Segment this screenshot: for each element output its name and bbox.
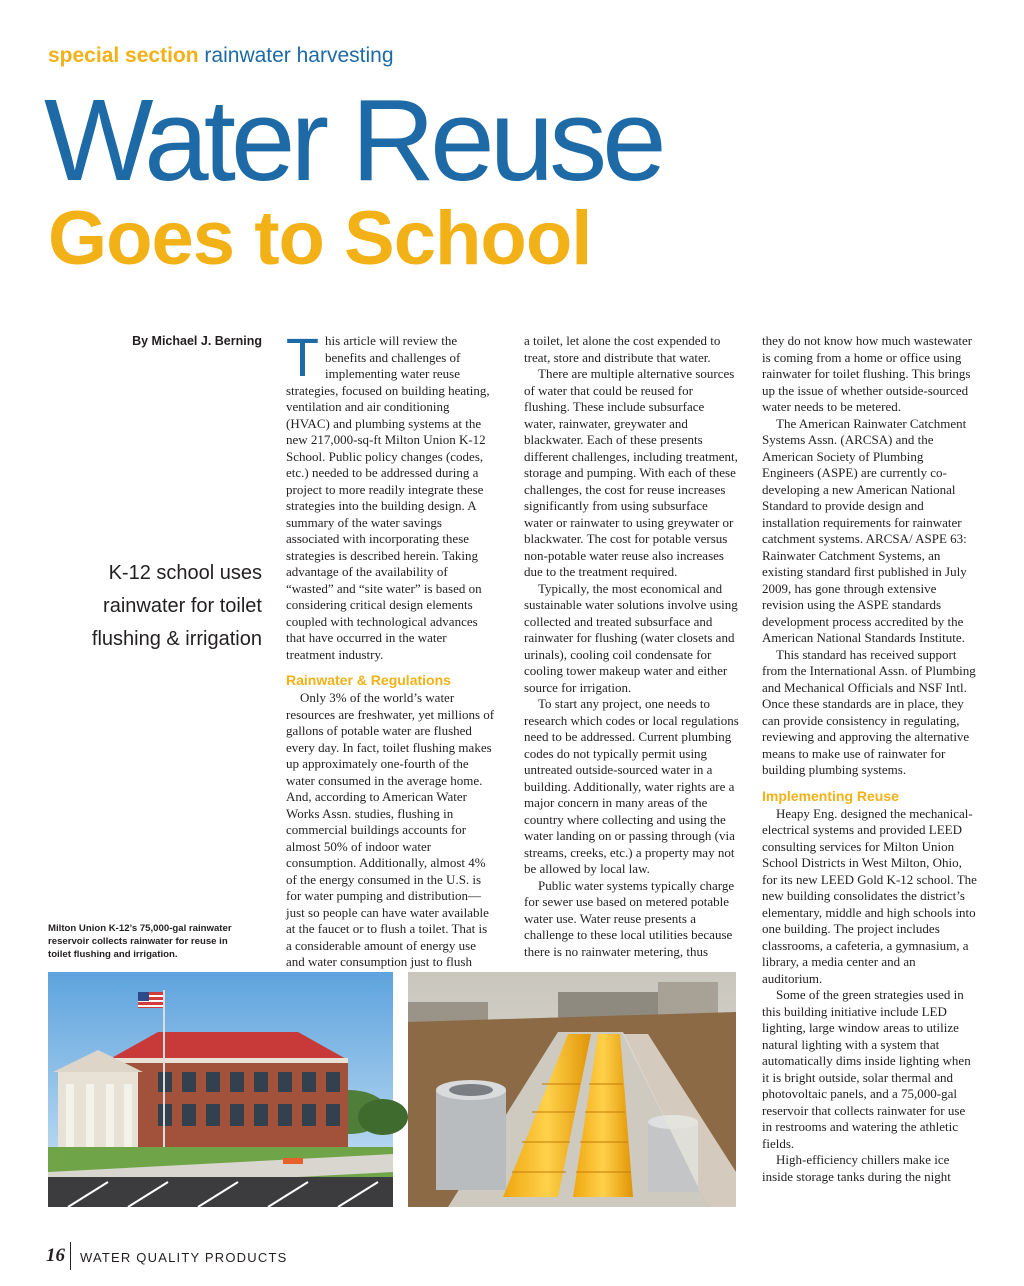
- publication-name: WATER QUALITY PRODUCTS: [80, 1250, 288, 1265]
- article-column-2: [524, 333, 739, 961]
- headline-line-2: Goes to School: [48, 196, 592, 281]
- photo-caption: Milton Union K-12’s 75,000-gal rainwater reservoir collects rainwater for reuse in toilet flushing and irrigation.: [48, 923, 232, 961]
- paragraph: Typically, the most economical and sustainable water solutions involve using collected and treated subsurface and rainwater for flushing (water closets and urinals), cooling coil condensate for cooling tower makeup water and either source for irrigation.: [524, 580, 738, 695]
- intro-text: his article will review the benefits and challenges of implementing water reuse strategies, focused on building heating, ventilation and air conditioning (HVAC) and plumbing systems at the new 217,000-sq-ft Milton Union K-12 School. Public policy changes (codes, etc.) needed to be addressed during a project to more readily integrate these strategies into the building design. A summary of the water savings associated with incorporating these strategies is described herein. Taking advantage of the availability of “wasted” and “site water” is based on considering critical design elements coupled with technological advances that have occurred in the water treatment industry.: [286, 333, 490, 662]
- subheading-rainwater-regulations: Rainwater & Regulations: [286, 672, 451, 688]
- paragraph: Heapy Eng. designed the mechanical-electrical systems and provided LEED consulting services for Milton Union School Districts in West Milton, Ohio, for its new LEED Gold K-12 school. The new building consolidates the district’s elementary, middle and high schools into one building. The project includes classrooms, a cafeteria, a gymnasium, a library, a media center and an auditorium.: [762, 805, 977, 986]
- page-number: 16: [46, 1245, 65, 1266]
- rainwater-tank-photo: [408, 972, 736, 1207]
- headline-line-1: Water Reuse: [44, 75, 662, 205]
- byline: By Michael J. Berning: [132, 334, 262, 348]
- paragraph: High-efficiency chillers make ice inside storage tanks during the night: [762, 1152, 951, 1184]
- paragraph: To start any project, one needs to research which codes or local regulations need to be addressed. Current plumbing codes do not typically permit using untreated outside-sourced water in a building. Additionally, water rights are a major concern in many areas of the country where collecting and using the water landing on or passing through (via streams, creeks, etc.) a property may not be allowed by local law.: [524, 696, 739, 876]
- kicker-section-label: special section: [48, 44, 199, 67]
- subheading-implementing-reuse: Implementing Reuse: [762, 787, 899, 804]
- school-building-photo: [48, 972, 393, 1207]
- paragraph: Public water systems typically charge for sewer use based on metered potable water use. Water reuse presents a challenge to these local utilities because there is no rainwater metering, thus: [524, 877, 735, 959]
- paragraph: The American Rainwater Catchment Systems Assn. (ARCSA) and the American Society of Plumbing Engineers (ASPE) are currently co-developing a new American National Standard to provide design and installation requirements for rainwater catchment systems. ARCSA/ ASPE 63: Rainwater Catchment Systems, an existing standard first published in July 2009, has gone through extensive revision using the ASPE standards development process accredited by the American National Standards Institute.: [762, 415, 967, 645]
- paragraph: This standard has received support from the International Assn. of Plumbing and Mechanical Officials and NSF Intl. Once these standards are in place, they can provide consistency in regulating, reviewing and approving the alternative means to make use of rainwater for building plumbing systems.: [762, 646, 976, 777]
- kicker-topic-label: rainwater harvesting: [204, 44, 394, 67]
- article-column-3: [762, 333, 978, 1213]
- paragraph: Only 3% of the world’s water resources are freshwater, yet millions of gallons of potable water are flushed every day. In fact, toilet flushing makes up approximately one-fourth of the water consumed in the average home. And, according to American Water Works Assn. studies, flushing in commercial buildings accounts for almost 50% of indoor water consumption. Additionally, almost 4% of the energy consumed in the U.S. is for water pumping and distribution—just so people can have water available at the faucet or to flush a toilet. That is a considerable amount of energy use and water consumption just to flush: [286, 690, 495, 969]
- footer-divider: [70, 1242, 71, 1270]
- paragraph: Some of the green strategies used in this building initiative include LED lighting, large window areas to utilize natural lighting with a system that automatically dims inside lighting when it is bright outside, solar thermal and photovoltaic panels, and a 75,000-gal reservoir that collects rainwater for use in restrooms and watering the athletic fields.: [762, 987, 971, 1151]
- paragraph: they do not know how much wastewater is coming from a home or office using rainwater for toilet flushing. This brings up the issue of whether outside-sourced water needs to be metered.: [762, 333, 973, 414]
- drop-cap: T: [286, 328, 319, 388]
- paragraph: a toilet, let alone the cost expended to treat, store and distribute that water.: [524, 333, 721, 365]
- paragraph: There are multiple alternative sources of water that could be reused for flushing. These include subsurface water, rainwater, greywater and blackwater. Each of these presents different challenges, including treatment, storage and pumping. With each of these challenges, the cost for reuse increases significantly from using subsurface water or rainwater to using greywater or blackwater. The cost for potable versus non-potable water reuse also increases due to the treatment required.: [524, 366, 738, 579]
- article-column-1: [286, 328, 496, 969]
- section-kicker: [48, 42, 394, 70]
- intro-paragraph: [286, 328, 496, 663]
- deck-subheadline: K-12 school uses rainwater for toilet flushing & irrigation: [91, 562, 262, 650]
